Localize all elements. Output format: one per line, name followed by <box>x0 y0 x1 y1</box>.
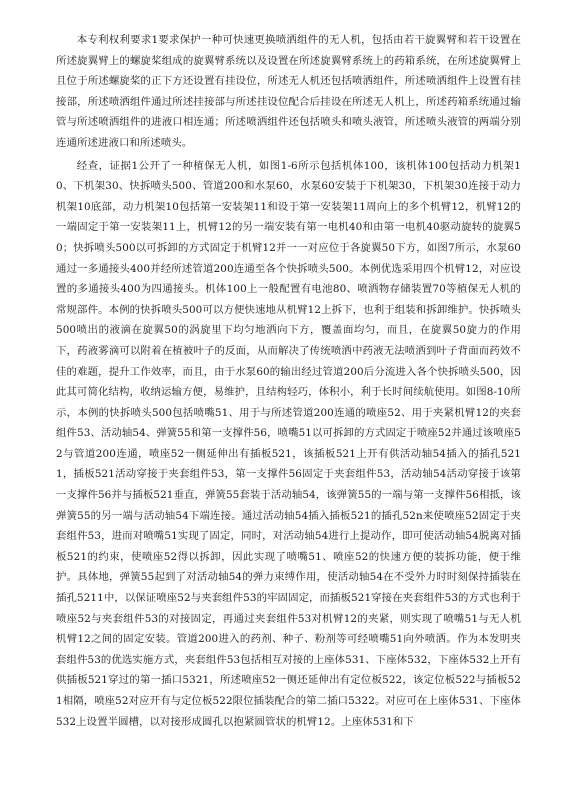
document-page <box>56 30 521 734</box>
paragraph-claim-summary: 本专利权利要求1要求保护一种可快速更换喷洒组件的无人机，包括由若干旋翼臂和若干设置在所述旋翼臂上的螺旋桨组成的旋翼臂系统以及设置在所述旋翼臂系统上的药箱系统，在所述旋翼臂上且位于所述螺旋桨的正下方还设置有挂设位，所述无人机还包括喷洒组件，所述喷洒组件上设置有挂接部，所述喷洒组件通过所述挂接部与所述挂设位配合后挂设在所述无人机上，所述药箱系统通过输管与所述喷洒组件的进液口相连通；所述喷洒组件还包括喷头和喷头液管，所述喷头液管的两端分别连通所述进液口和所述喷头。 <box>56 34 521 149</box>
paragraph-evidence-analysis: 经查，证据1公开了一种植保无人机，如图1-6所示包括机体100，该机体100包括动力机架10、下机架30、快拆喷头500、管道200和水泵60，水泵60安装于下机架30，下机架30连接于动力机架10底部，动力机架10包括第一安装架11和设于第一安装架11周向上的多个机臂12，机臂12的一端固定于第一安装架11上，机臂12的另一端安装有第一电机40和由第一电机40驱动旋转的旋翼50；快拆喷头500以可拆卸的方式固定于机臂12并一一对应位于各旋翼50下方，如图7所示，水泵60通过一多通接头400并经所述管道200连通至各个快拆喷头500。本例优选采用四个机臂12，对应设置的多通接头400为四通接头。机体100上一般配置有电池80、喷洒物存储装置70等植保无人机的常规部件。本例的快拆喷头500可以方便快速地从机臂12上拆下，也利于组装和拆卸维护。快拆喷头500喷出的液滴在旋翼50的涡旋里下均匀地洒向下方，覆盖面均匀，而且，在旋翼50旋力的作用下，药液雾滴可以附着在植被叶子的反面，从而解决了传统喷洒中药液无法喷洒到叶子背面而药效不佳的难题，提升工作效率，而且，由于水泵60的输出经过管道200后分流进入各个快拆喷头500，因此其可简化结构，收纳运输方便，易维护，且结构轻巧，体积小，利于长时间续航使用。如图8-10所示，本例的快拆喷头500包括喷嘴51、用于与所述管道200连通的喷座52、用于夹紧机臂12的夹套组件53、活动轴54、弹簧55和第一支撑件56，喷嘴51以可拆卸的方式固定于喷座52并通过该喷座52与管道200连通，喷座52一侧延伸出有插板521，该插板521上开有供活动轴54插入的插孔5211，插板521活动穿接于夹套组件53，第一支撑件56固定于夹套组件53，活动轴54活动穿接于该第一支撑件56并与插板521垂直，弹簧55套装于活动轴54，该弹簧55的一端与第一支撑件56相抵，该弹簧55的另一端与活动轴54下端连接。通过活动轴54插入插板521的插孔52n来使喷座52固定于夹套组件53，进而对喷嘴51实现了固定，同时，对活动轴54进行上提动作，即可使活动轴54脱离对插板521的约束，使喷座52得以拆卸，因此实现了喷嘴51、喷座52的快速方便的装拆功能，便于维护。具体地，弹簧55起到了对活动轴54的弹力束缚作用，使活动轴54在不受外力时时刻保持插装在插孔5211中，以保证喷座52与夹套组件53的牢固固定，而插板521穿接在夹套组件53的方式也利于喷座52与夹套组件53的对接固定，再通过夹套组件53对机臂12的夹紧，则实现了喷嘴51与无人机机臂12之间的固定安装。管道200进入的药剂、种子、粉剂等可经喷嘴51向外喷洒。作为本发明夹套组件53的优选实施方式，夹套组件53包括相互对接的上座体531、下座体532，下座体532上开有供插板521穿过的第一插口5321，所述喷座52一侧还延伸出有定位板522，该定位板522与插板521相隔，喷座52对应开有与定位板522限位插装配合的第二插口5322。对应可在上座体531、下座体532上设置半圆槽，以对接形成圆孔以抱紧圆管状的机臂12。上座体531和下 <box>56 159 521 728</box>
